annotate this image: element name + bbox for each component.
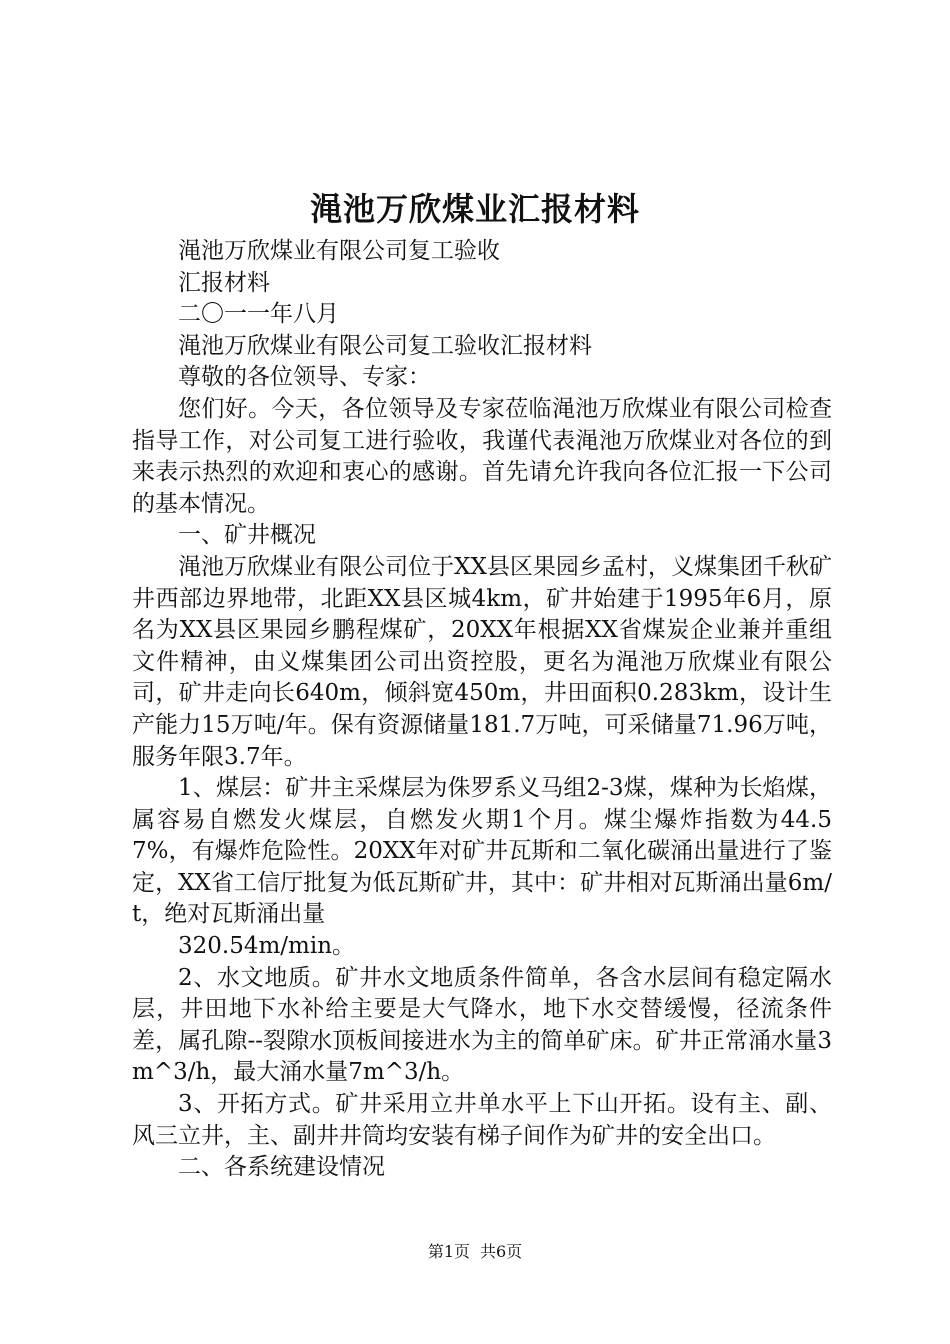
document-title: 渑池万欣煤业汇报材料 (309, 190, 640, 228)
paragraph-hydrogeology: 2、水文地质。矿井水文地质条件简单，各含水层间有稳定隔水层，井田地下水补给主要是大气降水，地下水交替缓慢，径流条件差，属孔隙--裂隙水顶板间接进水为主的简单矿床。矿井正常涌水量3m^3/h，最大涌水量7m^3/h。 (132, 964, 832, 1086)
paragraph-gas-value: 320.54m/min。 (178, 933, 356, 960)
paragraph-company-name: 渑池万欣煤业有限公司复工验收 (178, 238, 500, 264)
paragraph-greeting: 您们好。今天，各位领导及专家莅临渑池万欣煤业有限公司检查指导工作，对公司复工进行验收，我谨代表渑池万欣煤业对各位的到来表示热烈的欢迎和衷心的感谢。首先请允许我向各位汇报一下公司的基本情况。 (132, 395, 832, 517)
page-footer (0, 1240, 950, 1264)
document-body (132, 236, 832, 1184)
paragraph-date: 二〇一一年八月 (178, 301, 339, 328)
section-heading-mine-overview: 一、矿井概况 (178, 522, 316, 549)
paragraph-report-label: 汇报材料 (178, 269, 270, 296)
paragraph-mine-overview: 渑池万欣煤业有限公司位于XX县区果园乡孟村，义煤集团千秋矿井西部边界地带，北距XX县区城4km，矿井始建于1995年6月，原名为XX县区果园乡鹏程煤矿，20XX年根据XX省煤炭企业兼并重组文件精神，由义煤集团公司出资控股，更名为渑池万欣煤业有限公司，矿井走向长640m，倾斜宽450m，井田面积0.283km，设计生产能力15万吨/年。保有资源储量181.7万吨，可采储量71.96万吨，服务年限3.7年。 (132, 553, 832, 770)
section-heading-systems: 二、各系统建设情况 (178, 1154, 385, 1181)
page-total: 共6页 (480, 1242, 523, 1261)
paragraph-subtitle: 渑池万欣煤业有限公司复工验收汇报材料 (178, 332, 592, 359)
page-number: 第1页 (427, 1242, 470, 1261)
paragraph-coal-seam: 1、煤层：矿井主采煤层为侏罗系义马组2-3煤，煤种为长焰煤，属容易自燃发火煤层，自燃发火期1个月。煤尘爆炸指数为44.57%，有爆炸危险性。20XX年对矿井瓦斯和二氧化碳涌出量进行了鉴定，XX省工信厅批复为低瓦斯矿井，其中：矿井相对瓦斯涌出量6m/t，绝对瓦斯涌出量 (132, 775, 832, 928)
paragraph-salutation: 尊敬的各位领导、专家： (178, 364, 431, 391)
paragraph-development-method: 3、开拓方式。矿井采用立井单水平上下山开拓。设有主、副、风三立井，主、副井井筒均安装有梯子间作为矿井的安全出口。 (132, 1091, 832, 1149)
